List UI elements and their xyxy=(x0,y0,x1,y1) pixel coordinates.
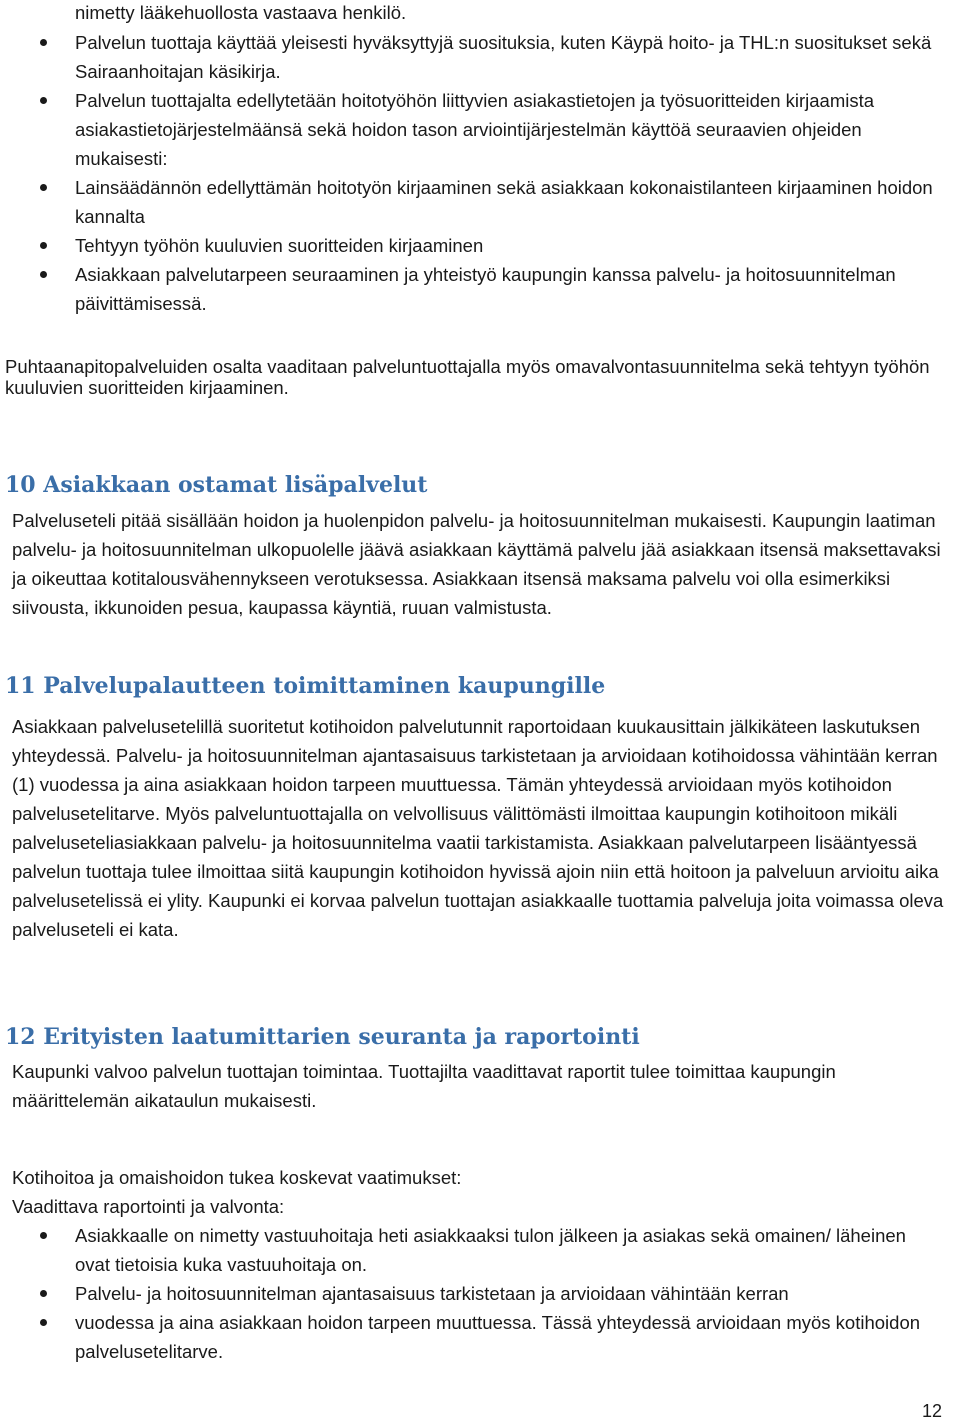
cleaning-paragraph: Puhtaanapitopalveluiden osalta vaaditaan palveluntuottajalla myös omavalvontasuunnitelma sekä tehtyyn työhön kuuluvien suoritteiden kirjaaminen. xyxy=(5,356,930,398)
bullet-text: Lainsäädännön edellyttämän hoitotyön kirjaaminen sekä asiakkaan kokonaistilanteen kirjaaminen hoidon kannalta xyxy=(75,177,933,227)
section-heading-10: 10 Asiakkaan ostamat lisäpalvelut xyxy=(5,472,428,498)
bullet-icon xyxy=(40,1290,47,1297)
bullet-item xyxy=(40,28,940,86)
bullet-icon xyxy=(40,184,47,191)
bullet-item xyxy=(40,1279,940,1308)
bullet-text: Tehtyyn työhön kuuluvien suoritteiden kirjaaminen xyxy=(75,235,484,256)
home-care-title: Kotihoitoa ja omaishoidon tukea koskevat vaatimukset: xyxy=(12,1167,462,1188)
section-heading-11: 11 Palvelupalautteen toimittaminen kaupungille xyxy=(5,673,606,699)
bullet-icon xyxy=(40,97,47,104)
bullet-icon xyxy=(40,242,47,249)
bullet-item xyxy=(40,231,940,260)
bullet-icon xyxy=(40,39,47,46)
bullet-text: Asiakkaan palvelutarpeen seuraaminen ja yhteistyö kaupungin kanssa palvelu- ja hoitosuunnitelman päivittämisessä. xyxy=(75,264,896,314)
bullet-item xyxy=(40,260,940,318)
section-body-12: Kaupunki valvoo palvelun tuottajan toimintaa. Tuottajilta vaadittavat raportit tulee toimittaa kaupungin määrittelemän aikataulun mukaisesti. xyxy=(12,1061,836,1111)
bullet-text: vuodessa ja aina asiakkaan hoidon tarpeen muuttuessa. Tässä yhteydessä arvioidaan myös kotihoidon palvelusetelitarve. xyxy=(75,1312,921,1362)
reporting-title: Vaadittava raportointi ja valvonta: xyxy=(12,1196,285,1217)
bullet-icon xyxy=(40,1232,47,1239)
bullet-item xyxy=(40,1221,940,1279)
section-body-11: Asiakkaan palvelusetelillä suoritetut kotihoidon palvelutunnit raportoidaan kuukausittain jälkikäteen laskutuksen yhteydessä. Palvelu- ja hoitosuunnitelman ajantasaisuus tarkistetaan ja arvioidaan kotihoidossa vähintään kerran (1) vuodessa ja aina asiakkaan hoidon tarpeen muuttuessa. Tämän yhteydessä arvioidaan myös kotihoidon palvelusetelitarve. Myös palveluntuottajalla on velvollisuus välittömästi ilmoittaa kaupungin kotihoitoon mikäli palveluseteliasiakkaan palvelu- ja hoitosuunnitelma vaatii tarkistamista. Asiakkaan palvelutarpeen lisääntyessä palvelun tuottaja tulee ilmoittaa siitä kaupungin kotihoidon hyvissä ajoin niin että hoitoon ja palveluun arvioitu aika palvelusetelissä ei ylity. Kaupunki ei korvaa palvelun tuottajan asiakkaalle tuottamia palveluja joita voimassa oleva palveluseteli ei kata. xyxy=(12,716,944,940)
bullet-text: Palvelun tuottaja käyttää yleisesti hyväksyttyjä suosituksia, kuten Käypä hoito- ja THL:n suositukset sekä Sairaanhoitajan käsikirja. xyxy=(75,32,932,82)
continued-line: nimetty lääkehuollosta vastaava henkilö. xyxy=(75,2,407,23)
bullet-text: Palvelun tuottajalta edellytetään hoitotyöhön liittyvien asiakastietojen ja työsuoritteiden kirjaamista asiakastietojärjestelmäänsä sekä hoidon tason arviointijärjestelmän käyttöä seuraavien ohjeiden mukaisesti: xyxy=(75,90,875,169)
bullet-icon xyxy=(40,271,47,278)
page-number: 12 xyxy=(921,1401,942,1421)
section-heading-12: 12 Erityisten laatumittarien seuranta ja raportointi xyxy=(5,1024,640,1050)
bullet-icon xyxy=(40,1319,47,1326)
bullet-item xyxy=(40,173,940,231)
bullet-text: Asiakkaalle on nimetty vastuuhoitaja heti asiakkaaksi tulon jälkeen ja asiakas sekä omainen/ läheinen ovat tietoisia kuka vastuuhoitaja on. xyxy=(75,1225,906,1275)
bullet-item xyxy=(40,1308,940,1366)
bullet-text: Palvelu- ja hoitosuunnitelman ajantasaisuus tarkistetaan ja arvioidaan vähintään kerran xyxy=(75,1283,789,1304)
section-body-10: Palveluseteli pitää sisällään hoidon ja huolenpidon palvelu- ja hoitosuunnitelman mukaisesti. Kaupungin laatiman palvelu- ja hoitosuunnitelman ulkopuolelle jäävä asiakkaan käyttämä palvelu jää asiakkaan itsensä maksettavaksi ja oikeuttaa kotitalousvähennykseen verotuksessa. Asiakkaan itsensä maksama palvelu voi olla esimerkiksi siivousta, ikkunoiden pesua, kaupassa käyntiä, ruuan valmistusta. xyxy=(12,510,941,618)
bullet-item xyxy=(40,86,940,173)
